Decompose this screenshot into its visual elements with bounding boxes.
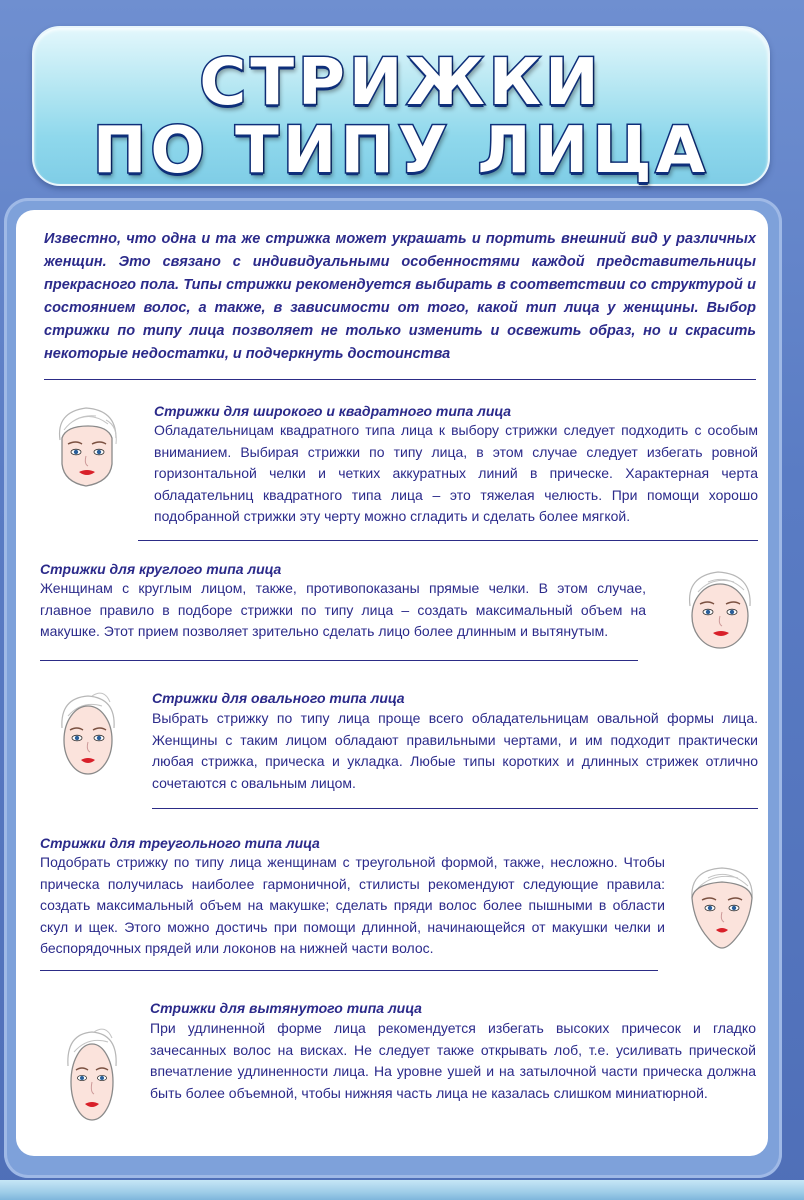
- long-face-icon: [50, 1026, 134, 1130]
- round-face-icon: [678, 562, 762, 662]
- oval-face-icon: [46, 688, 130, 788]
- section-title: Стрижки для треугольного типа лица: [40, 835, 320, 851]
- divider: [40, 660, 638, 661]
- section-text: При удлиненной форме лица рекомендуется избегать высоких причесок и гладко зачесанных волос на висках. Не следует также открывать лоб, т.е. усиливать прической впечатление удлиненности лица. На уровне ушей и на затылочной части прическа должна быть более объемной, чтобы нижняя часть лица не казалась слишком миниатюрной.: [150, 1020, 756, 1101]
- section-text: Женщинам с круглым лицом, также, противопоказаны прямые челки. В этом случае, главное правило в подборе стрижки по типу лица – создать максимальный объем на макушке. Этот прием позволяет зрительно сделать лицо более длинным и вытянутым.: [40, 580, 646, 639]
- title-banner: [32, 26, 770, 186]
- section-text: Выбрать стрижку по типу лица проще всего обладательницам овальной формы лица. Женщины с таким лицом обладают правильными чертами, и им подходит практически любая стрижка, прическа и укладка. Любые типы коротких и длинных стрижек отлично сочетаются с овальным лицом.: [152, 710, 758, 791]
- page-title-line-1: СТРИЖКИ: [199, 46, 603, 120]
- bottom-bar: [0, 1180, 804, 1200]
- square-face-icon: [46, 400, 130, 500]
- divider: [152, 808, 758, 809]
- divider: [40, 970, 658, 971]
- page-title-line-2: ПО ТИПУ ЛИЦА: [92, 114, 710, 188]
- intro-paragraph: Известно, что одна и та же стрижка может украшать и портить внешний вид у различных женщин. Это связано с индивидуальными особенностями каждой представительницы прекрасного пола. Типы стрижки рекомендуется выбирать в соответствии со структурой и состоянием волос, а также, в зависимости от того, какой тип лица у женщины. Выбор стрижки по типу лица позволяет не только изменить и освежить образ, но и скрасить некоторые недостатки, и подчеркнуть достоинства: [44, 231, 756, 362]
- section-text: Подобрать стрижку по типу лица женщинам с треугольной формой, также, несложно. Чтобы прическа получилась наиболее гармоничной, стилисты рекомендуют следующие правила: создать максимальный объем на макушке; сделать пряди волос более пышными в области скул и щек. Этого можно достичь при помощи длинной, начинающейся от макушки челки и беспорядочных прядей или локонов на нижней части волос.: [40, 854, 665, 956]
- section-title: Стрижки для круглого типа лица: [40, 561, 282, 577]
- section-title: Стрижки для широкого и квадратного типа лица: [154, 403, 512, 419]
- section-title: Стрижки для овального типа лица: [152, 690, 405, 706]
- triangle-face-icon: [680, 862, 764, 962]
- divider: [138, 540, 758, 541]
- divider: [44, 379, 756, 380]
- section-title: Стрижки для вытянутого типа лица: [150, 1000, 422, 1016]
- section-text: Обладательницам квадратного типа лица к выбору стрижки следует подходить с особым вниманием. Выбирая стрижки по типу лица, в этом случае следует избегать ровной горизонтальной челки и четких аккуратных линий в прическе. Характерная черта обладательниц квадратного типа лица – это тяжелая челюсть. При помощи хорошо подобранной стрижки эту черту можно сгладить и сделать более мягкой.: [154, 422, 758, 524]
